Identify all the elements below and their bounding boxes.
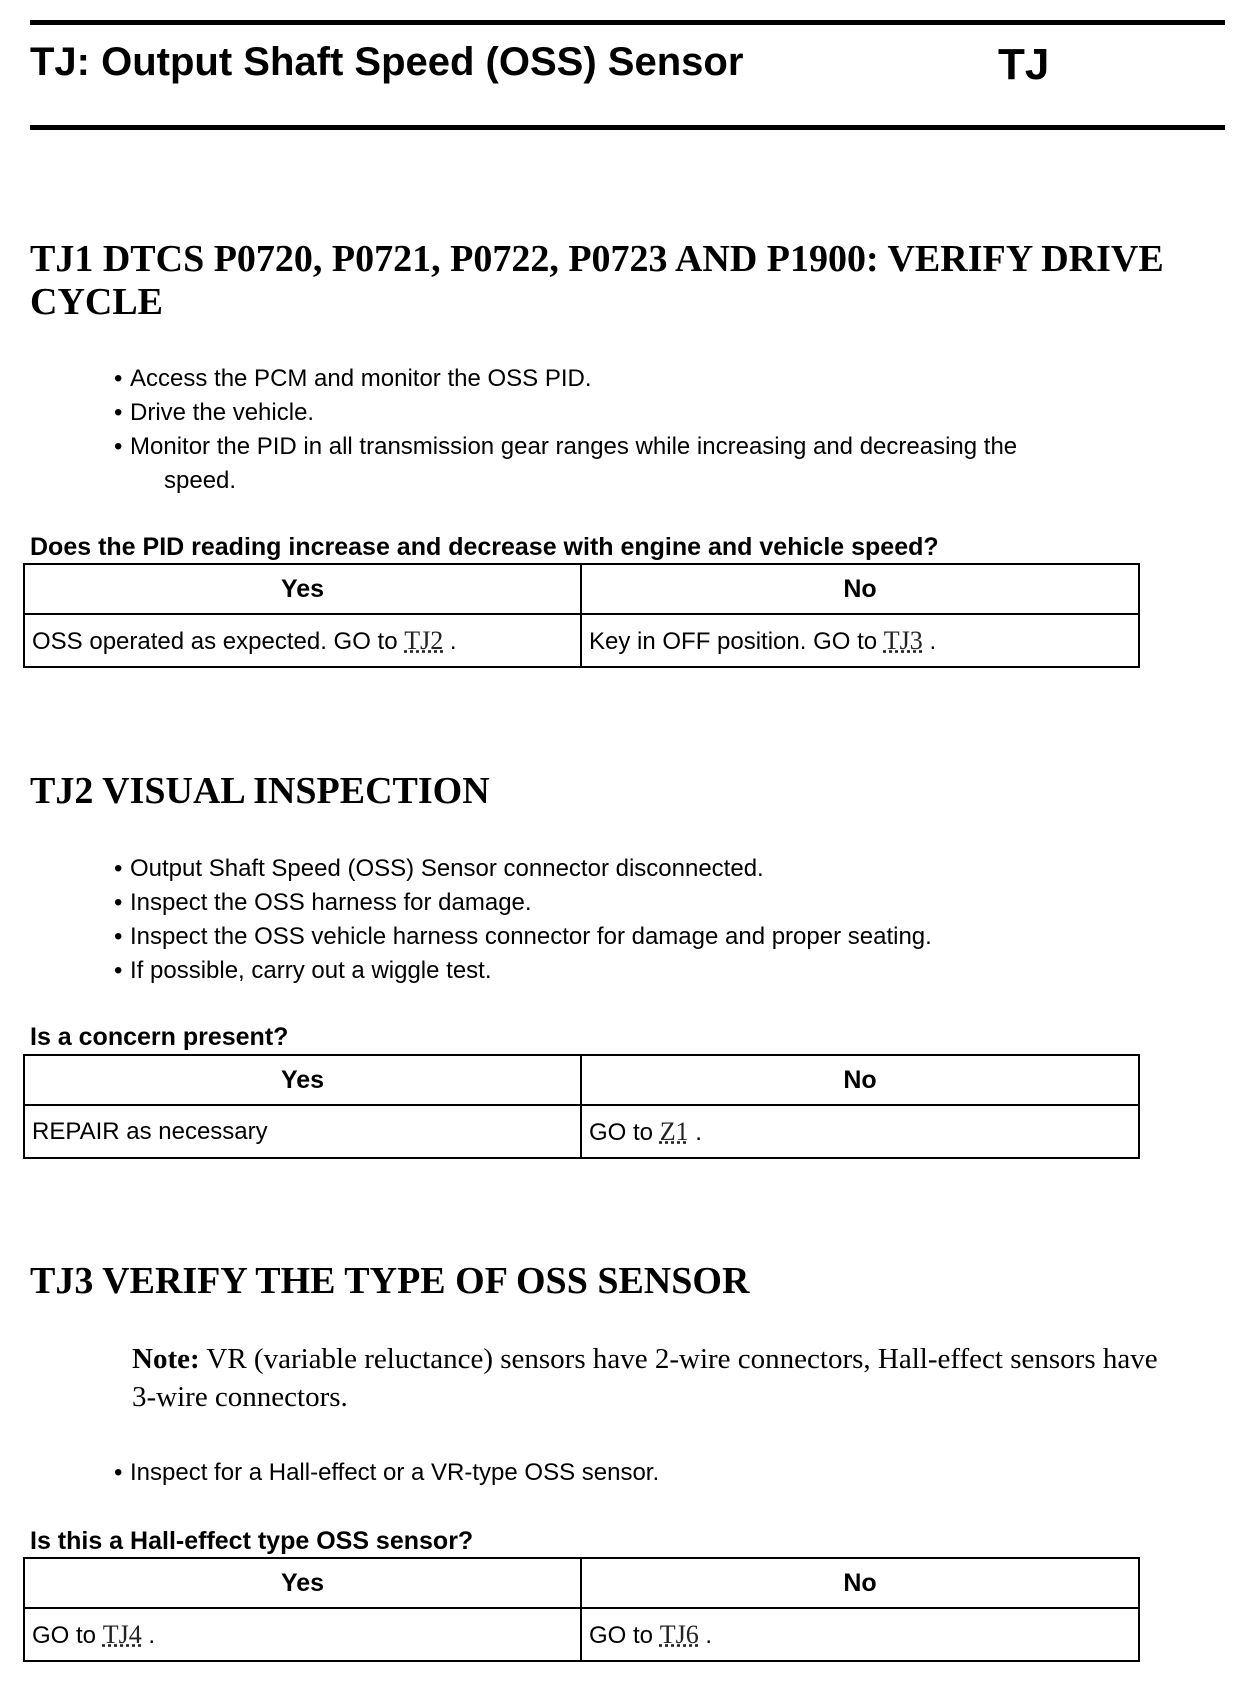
no-header: No	[581, 1055, 1139, 1105]
yes-cell: GO to TJ4 .	[24, 1608, 581, 1661]
bullet-list-tj2	[112, 852, 1192, 988]
answer-table-tj3	[23, 1557, 1140, 1662]
yes-header: Yes	[24, 564, 581, 614]
question-tj3: Is this a Hall-effect type OSS sensor?	[30, 1527, 474, 1555]
link-z1[interactable]: Z1	[659, 1116, 689, 1146]
list-item: • Inspect for a Hall-effect or a VR-type OSS sensor.	[112, 1456, 1192, 1490]
link-tj2[interactable]: TJ2	[404, 625, 444, 655]
section-title-tj1: TJ1 DTCS P0720, P0721, P0722, P0723 AND P1900: VERIFY DRIVE CYCLE	[30, 238, 1164, 323]
no-header: No	[581, 1558, 1139, 1608]
link-tj4[interactable]: TJ4	[102, 1619, 142, 1649]
bullet-list-tj3	[112, 1456, 1192, 1490]
no-header: No	[581, 564, 1139, 614]
note-text: VR (variable reluctance) sensors have 2-wire connectors, Hall-effect sensors have 3-wire connectors.	[132, 1343, 1158, 1413]
no-cell: GO to TJ6 .	[581, 1608, 1139, 1661]
question-tj1: Does the PID reading increase and decrease with engine and vehicle speed?	[30, 533, 939, 561]
section-title-tj2: TJ2 VISUAL INSPECTION	[30, 770, 490, 812]
list-item: • Access the PCM and monitor the OSS PID.	[112, 362, 1192, 396]
bullet-list-tj1	[112, 362, 1192, 498]
header-rule-bottom	[30, 125, 1225, 130]
answer-table-tj2	[23, 1054, 1140, 1159]
yes-header: Yes	[24, 1558, 581, 1608]
link-tj6[interactable]: TJ6	[659, 1619, 699, 1649]
list-item: • Inspect the OSS harness for damage.	[112, 886, 1192, 920]
answer-table-tj1	[23, 563, 1140, 668]
page-code: TJ	[998, 40, 1050, 89]
note-tj3	[132, 1340, 1172, 1416]
link-tj3[interactable]: TJ3	[883, 625, 923, 655]
list-item: • If possible, carry out a wiggle test.	[112, 954, 1192, 988]
list-item: • Drive the vehicle.	[112, 396, 1192, 430]
note-label: Note:	[132, 1343, 200, 1375]
list-item: • Monitor the PID in all transmission gear ranges while increasing and decreasing the speed.	[112, 430, 1192, 498]
section-title-tj3: TJ3 VERIFY THE TYPE OF OSS SENSOR	[30, 1260, 750, 1302]
header-rule-top	[30, 20, 1225, 25]
no-cell: Key in OFF position. GO to TJ3 .	[581, 614, 1139, 667]
yes-cell: OSS operated as expected. GO to TJ2 .	[24, 614, 581, 667]
page-title: TJ: Output Shaft Speed (OSS) Sensor	[30, 40, 744, 84]
question-tj2: Is a concern present?	[30, 1023, 289, 1051]
no-cell: GO to Z1 .	[581, 1105, 1139, 1158]
list-item: • Inspect the OSS vehicle harness connector for damage and proper seating.	[112, 920, 1192, 954]
list-item: • Output Shaft Speed (OSS) Sensor connector disconnected.	[112, 852, 1192, 886]
yes-cell: REPAIR as necessary	[24, 1105, 581, 1158]
yes-header: Yes	[24, 1055, 581, 1105]
